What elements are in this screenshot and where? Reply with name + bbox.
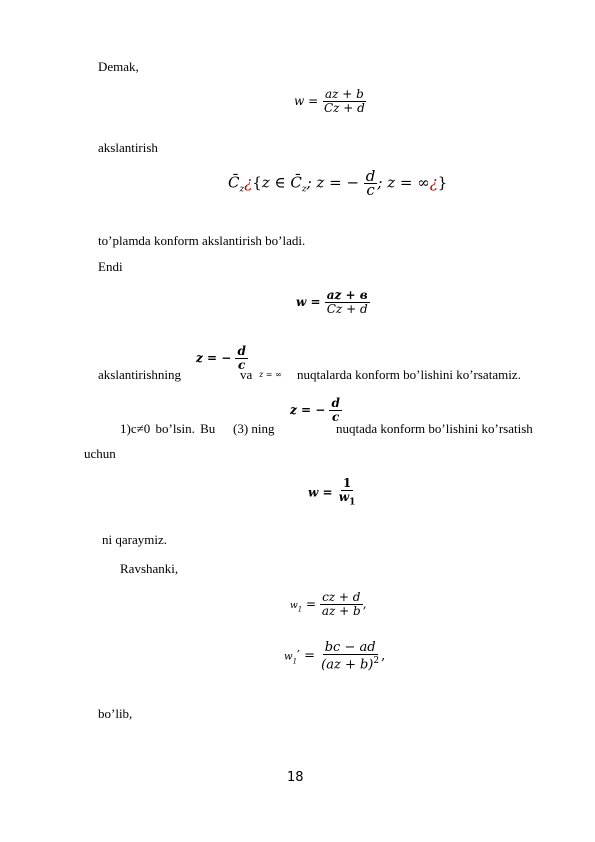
formula-lhs-sub: 1: [297, 605, 303, 614]
set-marker: ¿: [244, 173, 253, 192]
formula-lhs-sub: 1: [292, 657, 298, 666]
formula-lhs: w =: [294, 94, 319, 108]
formula-denominator: (az + b): [321, 657, 374, 673]
formula-numerator: az + в: [326, 288, 368, 302]
formula-denominator: Cz + d: [323, 101, 365, 115]
set-member: z ∈ C̄: [261, 173, 302, 192]
text-nuqtalarda: nuqtalarda konform bo’lishini ko’rsatamiz.: [297, 367, 521, 382]
formula-z-infinity: z = ∞: [259, 370, 282, 379]
formula-w1: [290, 591, 367, 618]
brace-open: {: [252, 173, 262, 192]
formula-comma: ,: [381, 648, 386, 664]
formula-denominator: w: [338, 490, 350, 504]
formula-den-sup: 2: [373, 656, 380, 666]
formula-lhs: z = −: [196, 351, 232, 365]
formula-den-sub: 1: [349, 497, 356, 508]
set-sub: z: [239, 184, 245, 195]
set-fraction-num: d: [365, 167, 376, 185]
text-endi: Endi: [98, 259, 123, 274]
formula-lhs: w =: [296, 295, 321, 309]
formula-numerator: cz + d: [322, 590, 361, 604]
text-case1: 1)c≠0 bo’lsin. Bu: [120, 421, 216, 436]
text-demak: Demak,: [98, 59, 139, 74]
formula-lhs: w: [290, 601, 298, 611]
set-infinity: ; z = ∞: [377, 173, 430, 192]
set-fraction-den: c: [366, 181, 375, 199]
text-toplamda: to’plamda konform akslantirish bo’ladi.: [98, 233, 306, 248]
formula-lhs: w: [284, 651, 293, 663]
formula-denominator: c: [332, 410, 340, 424]
formula-inverse: [308, 477, 357, 509]
formula-eq: =: [299, 648, 320, 664]
formula-numerator: az + b: [324, 87, 364, 101]
page-number: 18: [287, 770, 304, 785]
text-va: va: [240, 367, 253, 382]
text-akslantirish: akslantirish: [98, 140, 158, 155]
formula-eq: =: [302, 597, 320, 611]
text-ning: (3) ning: [233, 421, 275, 436]
formula-prime: ′: [297, 648, 300, 664]
formula-lhs: z = −: [290, 403, 326, 417]
formula-denominator: az + b: [321, 604, 361, 618]
formula-denominator: c: [238, 358, 246, 372]
set-symbol: C̄: [228, 173, 240, 192]
formula-numerator: d: [331, 396, 340, 410]
formula-numerator: bc − ad: [324, 640, 376, 655]
formula-numerator: 1: [342, 476, 352, 490]
formula-comma: ,: [362, 597, 367, 611]
formula-mobius: [294, 88, 367, 115]
text-bolib: bo’lib,: [98, 706, 133, 721]
formula-z-pole-2: [290, 397, 342, 424]
formula-numerator: d: [237, 344, 246, 358]
text-qaraymiz: ni qaraymiz.: [102, 532, 167, 547]
brace-close: }: [437, 173, 448, 192]
set-marker-2: ¿: [429, 173, 438, 192]
text-ravshanki: Ravshanki,: [120, 561, 179, 576]
text-akslantirishning: akslantirishning: [98, 367, 182, 382]
formula-mobius-2: [296, 289, 370, 316]
set-condition: ; z = −: [306, 173, 360, 192]
text-uchun: uchun: [84, 446, 116, 461]
formula-denominator: Cz + d: [326, 302, 368, 316]
formula-lhs: w =: [308, 485, 333, 500]
formula-w1-derivative: [284, 641, 385, 671]
text-nuqtada: nuqtada konform bo’lishini ko’rsatish: [336, 421, 533, 436]
formula-set: [228, 167, 448, 199]
set-member-sub: z: [301, 184, 307, 195]
